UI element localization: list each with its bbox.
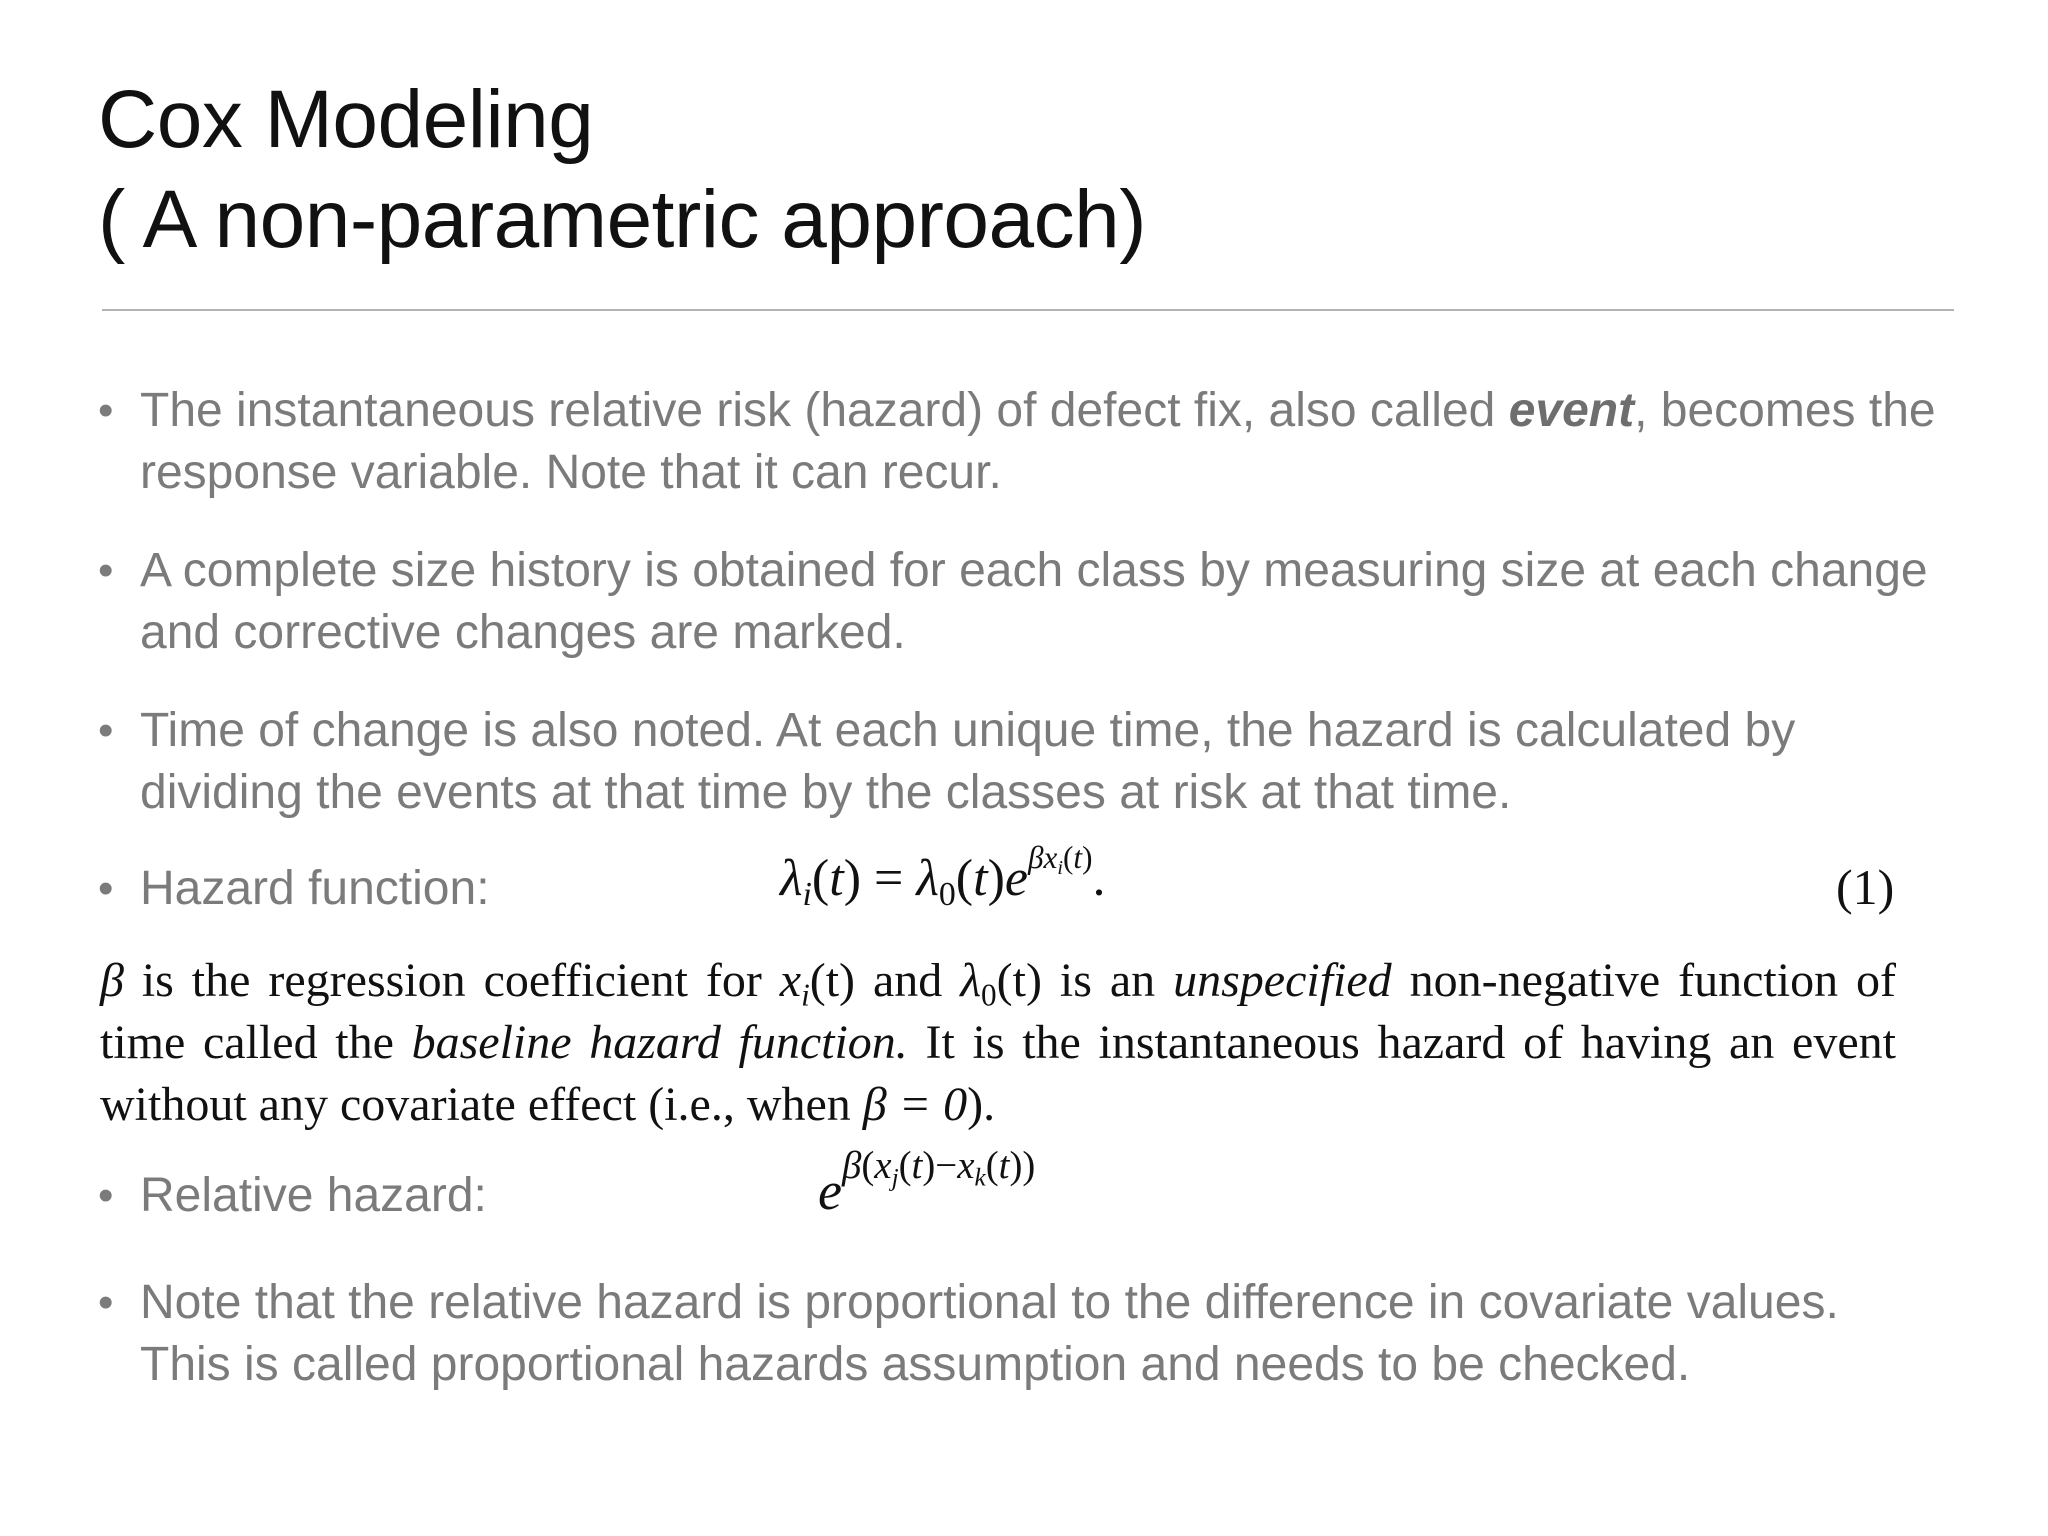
bullet-dot: • (98, 706, 114, 755)
bullet-text: The instantaneous relative risk (hazard) of defect fix, also called event, becomes the response variable. Note that it can recur. (140, 384, 1936, 499)
slide-title (98, 70, 1898, 270)
bullet-dot: • (98, 386, 114, 435)
bullet-label: Hazard function: (140, 862, 490, 915)
emphasis-unspecified: unspecified (1173, 954, 1392, 1007)
bullet-text: Note that the relative hazard is proportional to the difference in covariate values. This is called proportional hazards assumption and needs to be checked. (140, 1276, 1839, 1391)
bullet-dot: • (98, 864, 114, 913)
equation-relative-hazard: $e^{\beta(x_j(t)-x_k(t))}$ (818, 1143, 1036, 1221)
emphasis-event: event (1508, 384, 1635, 437)
bullet-item-event (98, 380, 1938, 504)
bullet-item-time-of-change (98, 700, 1938, 824)
bullet-label: Relative hazard: (140, 1169, 487, 1222)
title-line-2: ( A non-parametric approach) (98, 174, 1146, 265)
bullet-dot: • (98, 1278, 114, 1327)
equation-number: (1) (1836, 859, 1895, 915)
bullet-text: Time of change is also noted. At each unique time, the hazard is calculated by dividing the events at that time by the classes at risk at that time. (140, 704, 1796, 819)
title-line-1: Cox Modeling (98, 74, 594, 165)
bullet-dot: • (98, 546, 114, 595)
title-divider (102, 309, 1954, 311)
emphasis-baseline: baseline hazard function. (411, 1016, 908, 1069)
bullet-item-size-history (98, 540, 1938, 664)
explanation-paragraph: β is the regression coefficient for $x_i(t)$ and $\lambda_0(t)$ is an unspecified non-negative function of time called the baseline hazard function. It is the instantaneous hazard of having an event without any covariate effect (i.e., when β = 0). (100, 954, 1897, 1131)
bullet-dot: • (98, 1171, 114, 1220)
bullet-item-proportional-hazards (98, 1272, 1938, 1396)
bullet-text: A complete size history is obtained for each class by measuring size at each change and corrective changes are marked. (140, 544, 1928, 659)
equation-hazard-function: $\lambda_i(t) = \lambda_0(t)e^{\beta x_i(t)}$. (780, 840, 1106, 914)
